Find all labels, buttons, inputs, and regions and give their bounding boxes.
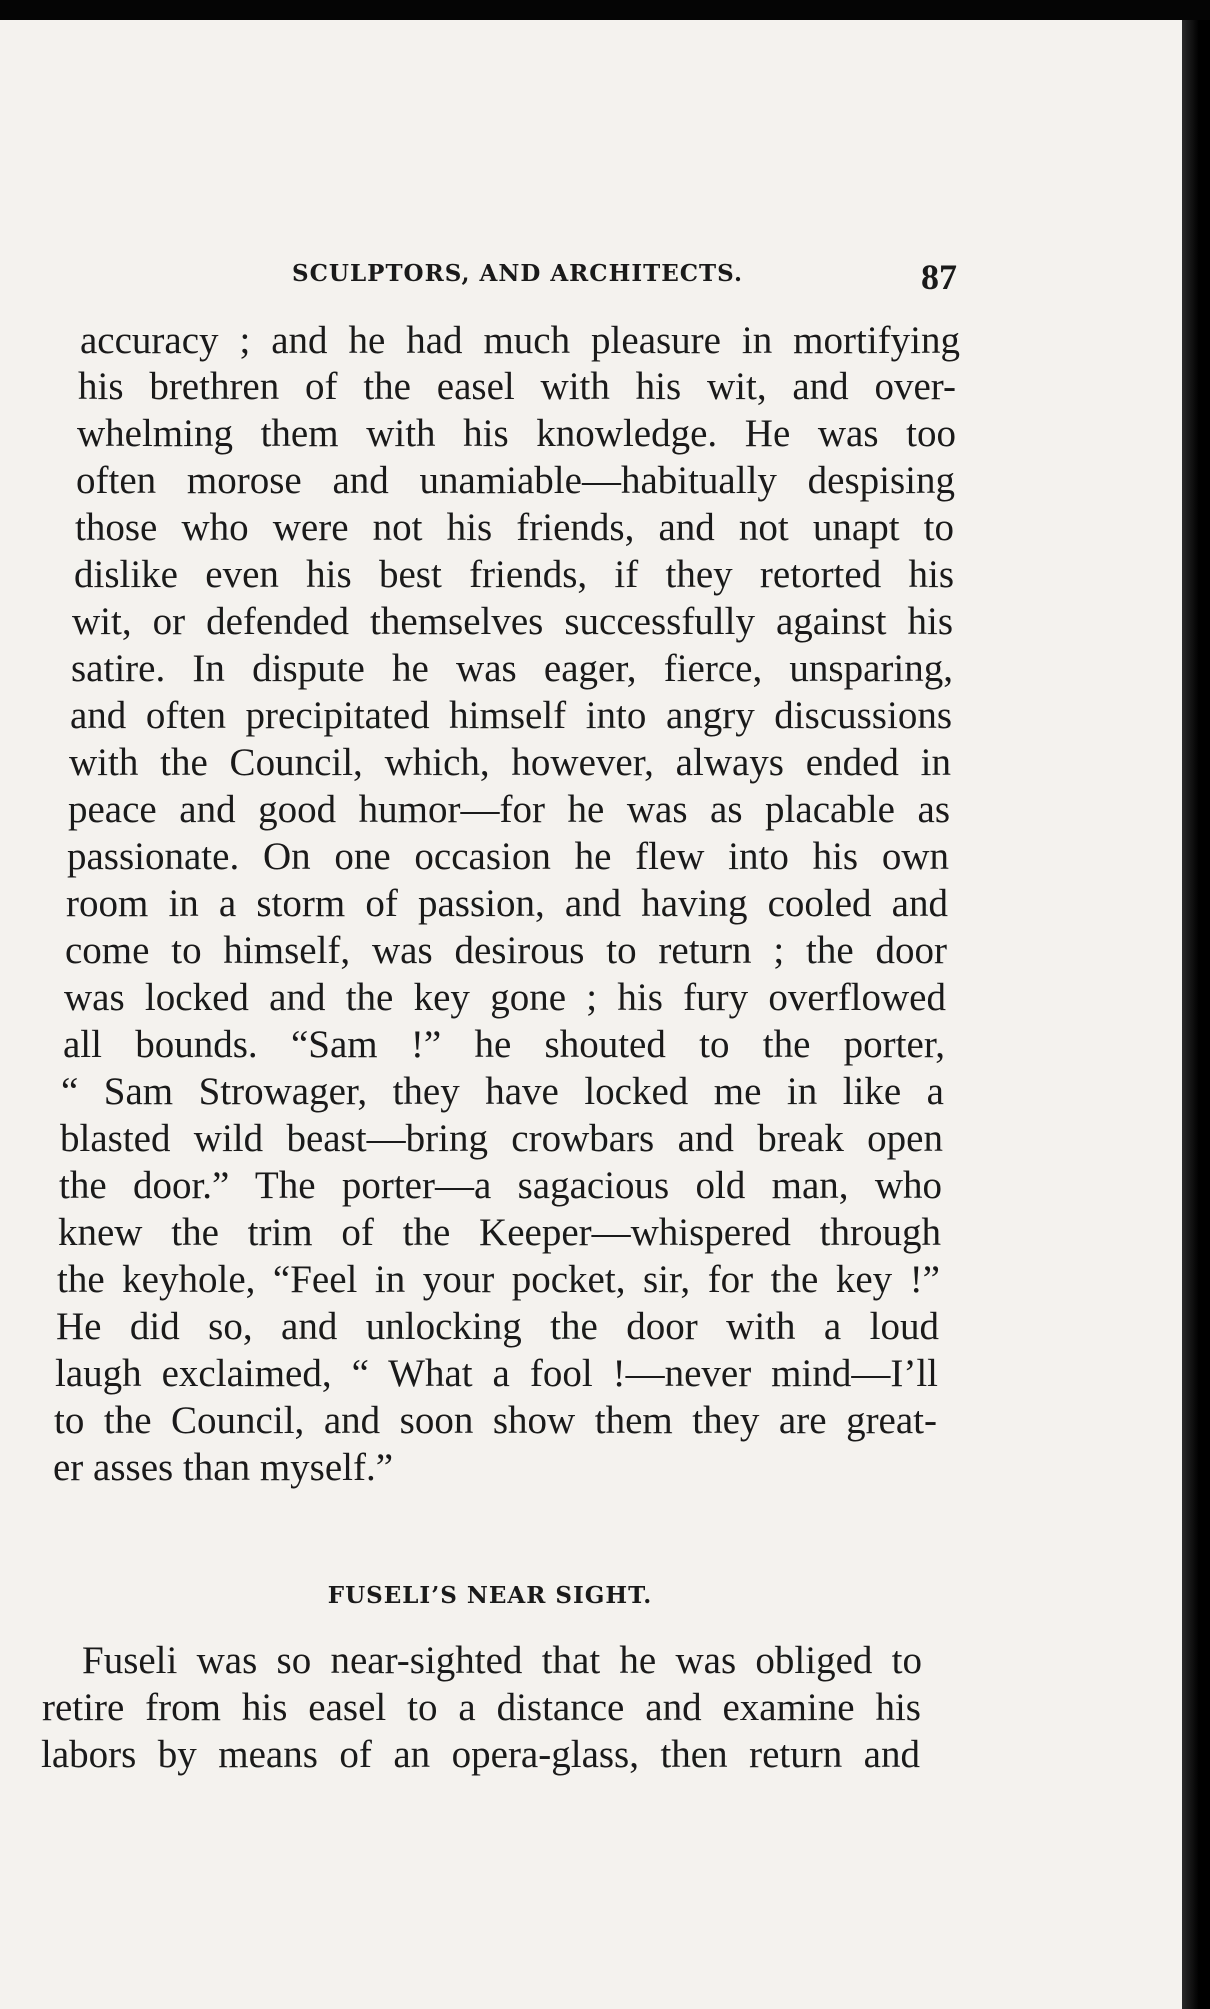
text-line: passionate. On one occasion he flew into his own: [67, 835, 949, 878]
text-line: to the Council, and soon show them they are great-: [54, 1399, 937, 1442]
page-number: 87: [921, 257, 957, 297]
text-line: his brethren of the easel with his wit, and over-: [78, 365, 956, 408]
text-line: all bounds. “Sam !” he shouted to the porter,: [63, 1023, 945, 1066]
running-title: SCULPTORS, AND ARCHITECTS.: [292, 260, 743, 287]
text-line: with the Council, which, however, always ended in: [69, 741, 951, 784]
running-head: [292, 256, 957, 296]
text-line: labors by means of an opera-glass, then return and: [41, 1733, 920, 1776]
text-line: was locked and the key gone ; his fury overflowed: [64, 976, 946, 1019]
text-line: the keyhole, “Feel in your pocket, sir, for the key !”: [57, 1258, 940, 1301]
text-line: He did so, and unlocking the door with a loud: [56, 1305, 939, 1348]
text-line: Fuseli was so near-sighted that he was obliged to: [82, 1639, 922, 1682]
section-heading: FUSELI’S NEAR SIGHT.: [327, 1582, 653, 1609]
text-line: satire. In dispute he was eager, fierce, unsparing,: [71, 647, 953, 690]
text-line: and often precipitated himself into angry discussions: [70, 694, 952, 737]
text-line: retire from his easel to a distance and examine his: [42, 1686, 921, 1729]
text-line: wit, or defended themselves successfully against his: [72, 600, 953, 643]
text-line: those who were not his friends, and not unapt to: [75, 506, 954, 549]
text-line: come to himself, was desirous to return ; the door: [65, 929, 947, 972]
text-line: er asses than myself.”: [53, 1446, 394, 1489]
text-line: blasted wild beast—bring crowbars and break open: [60, 1117, 943, 1160]
text-line: room in a storm of passion, and having cooled and: [66, 882, 948, 925]
text-line: whelming them with his knowledge. He was too: [77, 412, 956, 455]
text-line: laugh exclaimed, “ What a fool !—never mind—I’ll: [55, 1352, 938, 1395]
text-line: dislike even his best friends, if they retorted his: [74, 553, 954, 596]
text-line: accuracy ; and he had much pleasure in mortifying: [80, 319, 960, 362]
text-line: the door.” The porter—a sagacious old man, who: [59, 1164, 942, 1207]
text-line: “ Sam Strowager, they have locked me in like a: [61, 1070, 944, 1113]
scan-right-edge: [1182, 20, 1210, 2009]
text-line: peace and good humor—for he was as placable as: [68, 788, 950, 831]
text-line: knew the trim of the Keeper—whispered through: [58, 1211, 941, 1254]
text-line: often morose and unamiable—habitually despising: [76, 459, 955, 502]
